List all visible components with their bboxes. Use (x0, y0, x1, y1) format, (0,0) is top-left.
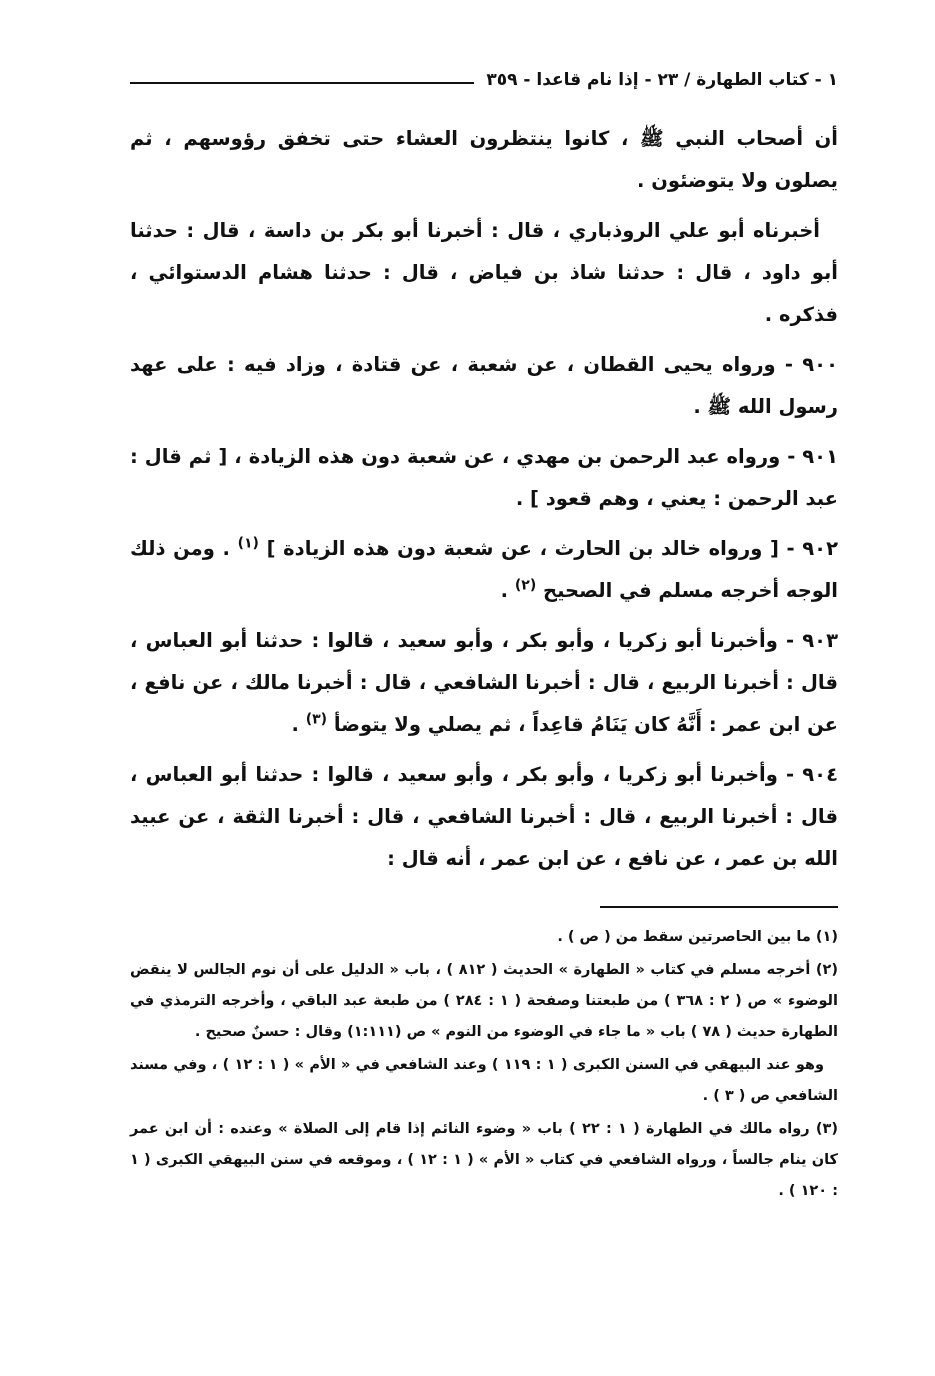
footnote-ref[interactable]: (٢) (514, 577, 537, 594)
paragraph-text: ٩٠٠ - ورواه يحيى القطان ، عن شعبة ، عن قتادة ، وزاد فيه : على عهد رسول الله ﷺ . (130, 353, 838, 418)
footnote-ref[interactable]: (٣) (305, 711, 328, 728)
hadith-903 (130, 620, 838, 746)
footnote-2-continued: وهو عند البيهقي في السنن الكبرى ( ١ : ١١٩ ) وعند الشافعي في « الأم » ( ١ : ١٢ ) ، وفي مسند الشافعي ص ( ٣ ) . (130, 1057, 838, 1104)
running-header (130, 64, 838, 96)
footnote-separator (600, 906, 838, 908)
hadith-900 (130, 344, 838, 428)
paragraph-text: أن أصحاب النبي ﷺ ، كانوا ينتظرون العشاء حتى تخفق رؤوسهم ، ثم يصلون ولا يتوضئون . (130, 127, 838, 192)
hadith-902 (130, 528, 838, 612)
paragraph-text: ٩٠٤ - وأخبرنا أبو زكريا ، وأبو بكر ، وأبو سعيد ، قالوا : حدثنا أبو العباس ، قال : أخبرنا الربيع ، قال : أخبرنا الشافعي ، قال : أخبرنا الثقة ، عن عبيد الله بن عمر ، عن نافع ، عن ابن عمر ، أنه قال : (130, 763, 838, 870)
header-rule (130, 82, 474, 84)
footnotes (130, 922, 838, 1209)
header-title: ١ - كتاب الطهارة / ٢٣ - إذا نام قاعدا - ٣٥٩ (486, 70, 838, 90)
footnote-ref[interactable]: (١) (237, 535, 259, 552)
main-text (130, 118, 838, 888)
hadith-904 (130, 754, 838, 880)
paragraph (130, 118, 838, 202)
paragraph-text: . ومن ذلك الوجه أخرجه مسلم في الصحيح (130, 537, 838, 602)
paragraph-text: ٩٠٣ - وأخبرنا أبو زكريا ، وأبو بكر ، وأبو سعيد ، قالوا : حدثنا أبو العباس ، قال : أخبرنا الربيع ، قال : أخبرنا الشافعي ، قال : أخبرنا مالك ، عن نافع ، عن ابن عمر : أَنَّهُ كان يَنَامُ قاعِداً ، ثم يصلي ولا يتوضأ (130, 629, 838, 736)
paragraph (130, 210, 838, 336)
footnote-3: (٣) رواه مالك في الطهارة ( ١ : ٢٢ ) باب « وضوء النائم إذا قام إلى الصلاة » وعنده : أن ابن عمر كان ينام جالساً ، ورواه الشافعي في كتاب « الأم » ( ١ : ١٢ ) ، وموقعه في سنن البيهقي الكبرى ( ١ : ١٢٠ ) . (130, 1121, 838, 1199)
paragraph-text: . (500, 579, 515, 602)
paragraph-text: ٩٠١ - ورواه عبد الرحمن بن مهدي ، عن شعبة دون هذه الزيادة ، [ ثم قال : عبد الرحمن : يعني ، وهم قعود ] . (130, 445, 838, 510)
footnote-2: (٢) أخرجه مسلم في كتاب « الطهارة » الحديث ( ٨١٢ ) ، باب « الدليل على أن نوم الجالس لا ينقض الوضوء » ص ( ٢ : ٣٦٨ ) من طبعتنا وصفحة ( ١ : ٢٨٤ ) من طبعة عبد الباقي ، وأخرجه الترمذي في الطهارة حديث ( ٧٨ ) باب « ما جاء في الوضوء من النوم » ص (١:١١١) وقال : حسنٌ صحيح . (130, 962, 838, 1040)
paragraph-text: أخبرناه أبو علي الروذباري ، قال : أخبرنا أبو بكر بن داسة ، قال : حدثنا أبو داود ، قال : حدثنا شاذ بن فياض ، قال : حدثنا هشام الدستوائي ، فذكره . (130, 219, 838, 326)
hadith-901 (130, 436, 838, 520)
footnote-1: (١) ما بين الحاصرتين سقط من ( ص ) . (557, 929, 838, 945)
paragraph-text: . (291, 713, 306, 736)
book-page (130, 0, 838, 1376)
paragraph-text: ٩٠٢ - [ ورواه خالد بن الحارث ، عن شعبة دون هذه الزيادة ] (266, 537, 838, 560)
